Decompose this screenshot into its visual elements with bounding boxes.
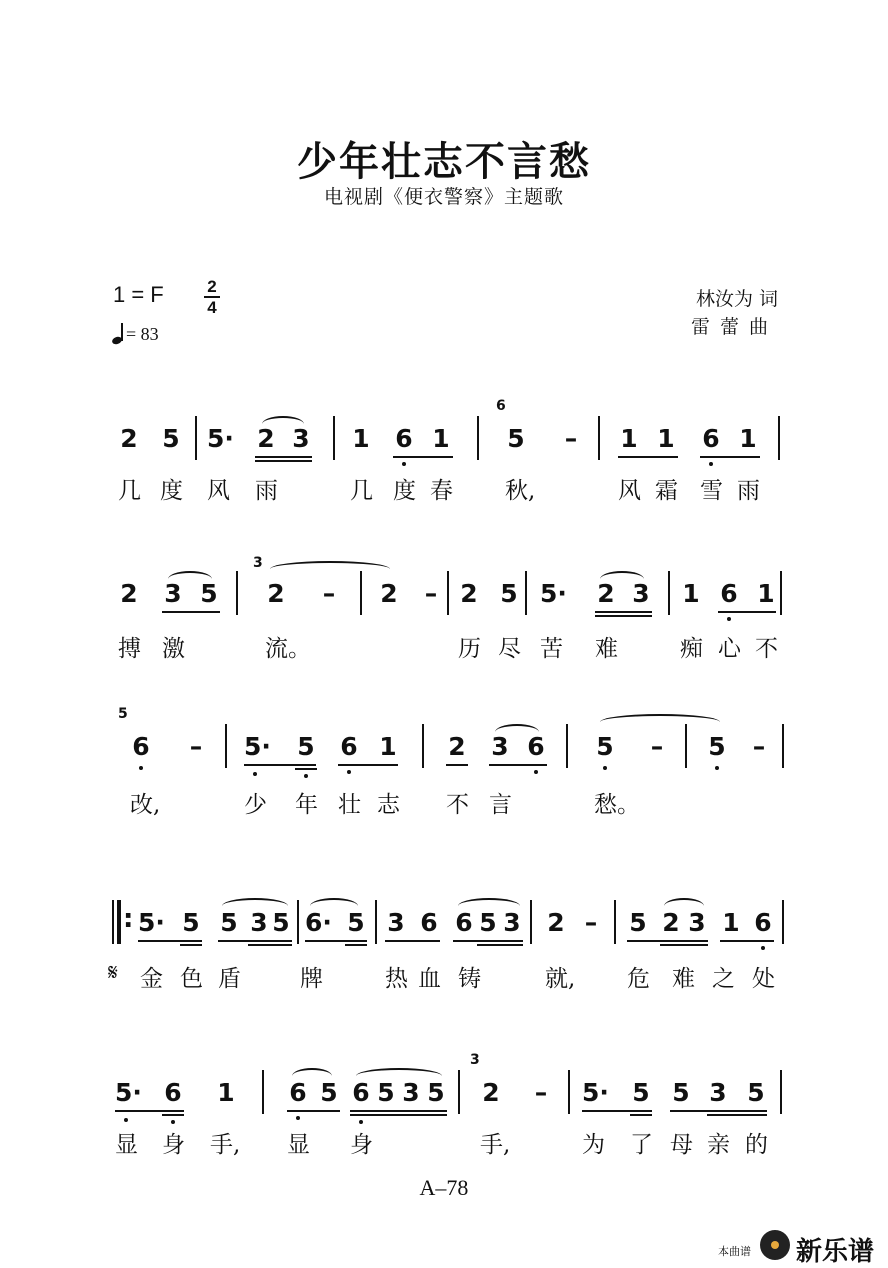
lyrics-line-4 [0,960,888,996]
time-signature-bottom: 4 [207,298,217,317]
quarter-note-icon [112,322,126,344]
lyric-syllable: 了 [630,1132,653,1158]
lyric-syllable: 盾 [218,966,241,992]
lyric-syllable: 雨 [255,478,278,504]
composer-credit: 雷蕾曲 [690,316,778,338]
notation-line-1: 2 5 5· 2 3 1 6 1 6 5 – 1 1 6 1 [0,410,888,470]
lyric-syllable: 几 [118,478,141,504]
notation-line-3: 5 6 – 5· 5 6 1 2 3 6 5 – 5 – [0,718,888,778]
lyric-syllable: 铸 [458,966,481,992]
lyric-syllable: 就, [545,966,576,992]
lyric-syllable: 年 [295,792,318,818]
page-number: A–78 [419,1175,469,1200]
lyric-syllable: 不 [446,792,469,818]
watermark-caption: 本曲谱 [718,1245,751,1258]
lyric-syllable: 风 [618,478,641,504]
lyrics-line-2 [0,630,888,666]
lyric-syllable: 苦 [540,636,563,662]
song-title: 少年壮志不言愁 [297,139,591,185]
vinyl-record-icon [760,1230,790,1260]
lyric-syllable: 显 [287,1132,310,1158]
lyric-syllable: 之 [712,966,735,992]
lyric-syllable: 雨 [737,478,760,504]
lyric-syllable: 处 [752,966,775,992]
lyric-syllable: 雪 [700,478,723,504]
time-signature-top: 2 [207,277,217,296]
key-signature: 1 = F [113,282,164,307]
notation-line-2: 2 3 5 3 2 – 2 – 2 5 5· 2 3 1 6 1 [0,565,888,625]
lyric-syllable: 激 [162,636,185,662]
lyric-syllable: 为 [582,1132,605,1158]
lyric-syllable: 难 [672,966,695,992]
lyric-syllable: 搏 [118,636,141,662]
lyric-syllable: 牌 [300,966,323,992]
lyric-syllable: 几 [350,478,373,504]
lyrics-line-3 [0,786,888,822]
song-subtitle: 电视剧《便衣警察》主题歌 [323,186,564,208]
time-signature [202,278,222,316]
tempo-value: = 83 [126,324,159,344]
lyric-syllable: 流。 [265,636,311,662]
tempo-marking [112,322,159,345]
lyric-syllable: 身 [350,1132,373,1158]
lyric-syllable: 霜 [655,478,678,504]
lyric-syllable: 春 [430,478,453,504]
lyric-syllable: 热 [385,966,408,992]
lyric-syllable: 志 [377,792,400,818]
lyric-syllable: 改, [130,792,161,818]
lyric-syllable: 不 [755,636,778,662]
lyric-syllable: 愁。 [594,792,640,818]
lyric-syllable: 尽 [498,636,521,662]
lyric-syllable: 秋, [505,478,536,504]
lyric-syllable: 血 [418,966,441,992]
lyric-syllable: 痴 [680,636,703,662]
notation-line-5: 5· 6 1 6 5 6 5 3 5 3 2 – 5· 5 5 3 5 [0,1064,888,1124]
lyric-syllable: 历 [458,636,481,662]
lyrics-line-5 [0,1126,888,1162]
lyric-syllable: 风 [207,478,230,504]
lyric-syllable: 度 [393,478,416,504]
lyric-syllable: 显 [115,1132,138,1158]
watermark-logo-text: 新乐谱 [796,1237,875,1267]
lyric-syllable: 色 [180,966,203,992]
segno-symbol: 𝄋 [108,960,118,986]
lyric-syllable: 金 [140,966,163,992]
lyric-syllable: 壮 [338,792,361,818]
lyric-syllable: 亲 [707,1132,730,1158]
lyricist-credit: 林汝为 词 [695,288,778,310]
lyric-syllable: 的 [745,1132,768,1158]
lyric-syllable: 危 [627,966,650,992]
notation-line-4: : 5· 5 5 3 5 6· 5 3 6 6 5 3 2 – 5 2 3 1 6 [0,894,888,954]
lyric-syllable: 度 [160,478,183,504]
lyric-syllable: 手, [480,1132,511,1158]
lyric-syllable: 难 [595,636,618,662]
lyric-syllable: 母 [670,1132,693,1158]
lyrics-line-1 [0,472,888,508]
lyric-syllable: 手, [210,1132,241,1158]
lyric-syllable: 言 [489,792,512,818]
lyric-syllable: 少 [244,792,267,818]
lyric-syllable: 心 [718,636,741,662]
lyric-syllable: 身 [162,1132,185,1158]
